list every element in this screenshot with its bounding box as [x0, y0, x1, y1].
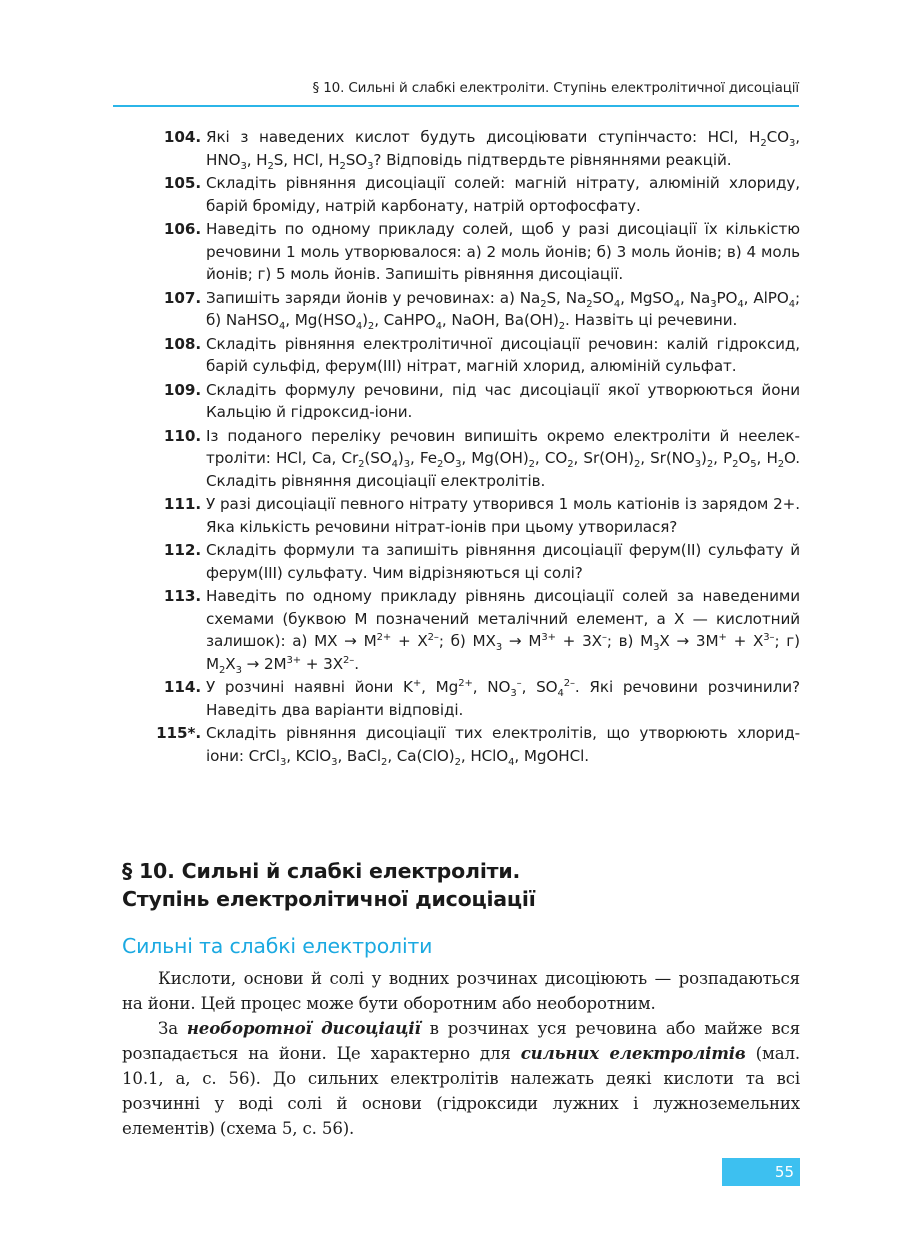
exercise-text: Складіть рівняння дисоціації тих електролітів, що утворюють хлорид-іони: CrCl$_3$, KClO$_3$, BaCl$_2$, $Ca(ClO)_2$, HClO$_4$, MgOHCl.: [206, 724, 800, 768]
paragraph-2-middle: в розчинах уся речовина або майже вся розпадається на йони. Це характерно для: [122, 1019, 801, 1063]
section-title-line-2: Ступінь електролітичної дисоціації: [122, 887, 536, 911]
exercise-number: 107.: [163, 288, 201, 307]
exercise-text: Наведіть по одному прикладу рівнянь дисоціації солей за наведеними схемами (буквою M позначений металічний елемент, а X — кислотний залишок): а) MX → $M^{2+} + X^{2-}$; б) $MX_3 \to M^{3+} + 3X^-$; в) $M_3X \to 3M^+ + X^{3-}$; г) $M_2X_3 \to 2M^{3+} + 3X^{2-}$.: [206, 587, 800, 676]
term-strong-electrolytes: сильних електролітів: [520, 1043, 746, 1063]
exercise-number: 106.: [163, 220, 201, 238]
section-title: [122, 857, 802, 913]
body-text: [122, 966, 800, 1141]
exercise-number: 113.: [163, 587, 201, 605]
exercise-item: [122, 379, 800, 424]
exercise-number: 111.: [163, 495, 201, 513]
exercise-item: [122, 333, 800, 378]
exercise-item: [122, 676, 800, 721]
paragraph-2-before: За: [158, 1019, 187, 1038]
exercise-number: 115*.: [156, 724, 201, 742]
exercise-text: Запишіть заряди йонів у речовинах: а) $Na_2S$, $Na_2SO_4$, MgSO$_4$, $Na_3PO_4$, AlPO$_4$; б) NaHSO$_4$, $Mg(HSO_4)_2$, CaHPO$_4$, NaOH, $Ba(OH)_2$. Назвіть ці речевини.: [206, 288, 800, 333]
section-title-line-1: § 10. Сильні й слабкі електроліти.: [122, 859, 521, 883]
exercise-text: Складіть формулу речовини, під час дисоціації якої утворюються йони Кальцію й гідроксид-іони.: [206, 380, 800, 421]
exercise-number: 108.: [163, 334, 201, 353]
exercise-item: [122, 287, 800, 332]
exercise-text: Із поданого переліку речовин випишіть окремо електроліти й неелектроліти: HCl, Ca, $Cr_2(SO_4)_3$, $Fe_2O_3$, $Mg(OH)_2$, $CO_2$, $Sr(OH)_2$, $Sr(NO_3)_2$, $P_2O_5$, $H_2O$. Складіть рівняння дисоціації електролітів.: [206, 426, 801, 490]
exercise-list: [122, 126, 800, 768]
paragraph-1: Кислоти, основи й солі у водних розчинах дисоціюють — розпадаються на йони. Цей процес може бути оборотним або необоротним.: [122, 969, 800, 1013]
exercise-number: 114.: [163, 678, 201, 696]
exercise-text: Які з наведених кислот будуть дисоціювати ступінчасто: HCl, $H_2CO_3$, $HNO_3$, $H_2S$, HCl, $H_2SO_3$? Відповідь підтвердьте рівняннями реакцій.: [206, 128, 800, 172]
exercise-number: 109.: [163, 380, 201, 399]
subheading: Сильні та слабкі електроліти: [122, 934, 433, 958]
exercise-item: [122, 539, 800, 584]
exercise-item: [122, 722, 800, 767]
exercise-text: Складіть рівняння електролітичної дисоціації речовин: калій гідроксид, барій сульфід, ферум(III) нітрат, магній хлорид, алюміній сульфат.: [206, 334, 800, 375]
exercise-number: 112.: [163, 541, 201, 559]
exercise-item: [122, 585, 800, 675]
page-number: 55: [722, 1158, 800, 1186]
exercise-number: 105.: [163, 174, 201, 192]
exercise-text: У розчині наявні йони K+, $Mg^{2+}$, $NO_3^-$, $SO_4^{2-}$. Які речовини розчинили? Наведіть два варіанти відповіді.: [206, 677, 800, 719]
exercise-text: Складіть рівняння дисоціації солей: магній нітрату, алюміній хлориду, барій броміду, натрій карбонату, натрій ортофосфату.: [206, 174, 800, 215]
exercise-text: Наведіть по одному прикладу солей, щоб у разі дисоціації їх кількістю речовини 1 моль утворювалося: а) 2 моль йонів; б) 3 моль йонів; в) 4 моль йонів; г) 5 моль йонів. Запишіть рівняння дисоціації.: [206, 220, 800, 283]
exercise-number: 110.: [163, 426, 201, 445]
running-head: § 10. Сильні й слабкі електроліти. Ступінь електролітичної дисоціації: [312, 80, 799, 96]
header-divider: [113, 105, 799, 107]
exercise-item: [122, 126, 800, 171]
exercise-item: [122, 425, 800, 493]
exercise-text: У разі дисоціації певного нітрату утворився 1 моль катіонів із зарядом 2+. Яка кількість речовини нітрат-іонів при цьому утворилася?: [206, 495, 800, 536]
term-irreversible-dissociation: необоротної дисоціації: [186, 1018, 421, 1038]
exercise-text: Складіть формули та запишіть рівняння дисоціації ферум(II) сульфату й ферум(III) сульфату. Чим відрізняються ці солі?: [206, 541, 800, 582]
exercise-item: [122, 218, 800, 286]
exercise-item: [122, 493, 800, 538]
exercise-number: 104.: [163, 128, 201, 146]
exercise-item: [122, 172, 800, 217]
paragraph-2-after: (мал. 10.1, а, с. 56). До сильних електролітів належать деякі кислоти та всі розчинні у воді солі й основи (гідроксиди лужних і лужноземельних елементів) (схема 5, с. 56).: [122, 1044, 800, 1138]
paragraph-2: [122, 1016, 800, 1141]
